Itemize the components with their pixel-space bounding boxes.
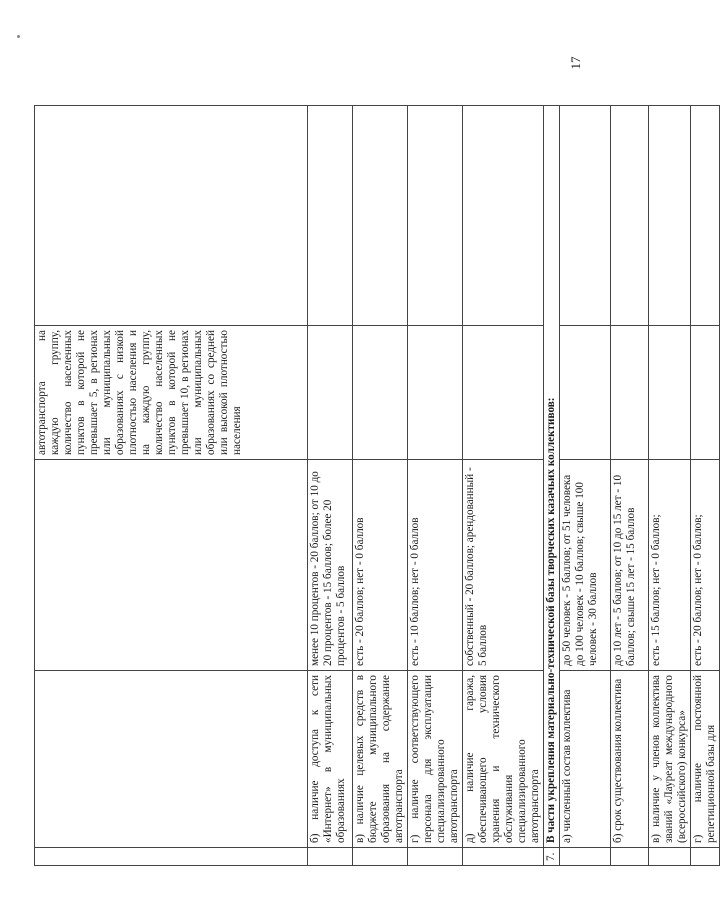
row-number-cell [691,848,720,866]
condition-cell [353,326,408,460]
score-cell: до 50 человек - 5 баллов; от 51 человека до 100 человек - 10 баллов; свыше 100 человек - 30 баллов [560,460,611,671]
table-row [691,106,720,866]
criterion-cell: б) наличие доступа к сети «Интернет» в муниципальных образованиях [308,671,353,848]
note-cell [691,106,720,326]
row-number-cell [353,848,408,866]
row-number-cell [463,848,544,866]
scan-artifact-dot [17,35,20,38]
score-cell: менее 10 процентов - 20 баллов; от 10 до 20 процентов - 15 баллов; более 20 процентов - 5 баллов [308,460,353,671]
condition-cell [611,326,649,460]
note-cell [560,106,611,326]
score-cell: есть - 10 баллов; нет - 0 баллов [408,460,463,671]
condition-cell [560,326,611,460]
criterion-cell: в) наличие целевых средств в бюджете муниципального образования на содержание автотранспорта [353,671,408,848]
condition-cell [691,326,720,460]
table-row [611,106,649,866]
criteria-table [34,105,720,866]
score-cell: есть - 20 баллов; нет - 0 баллов; [691,460,720,671]
table-row [35,106,308,866]
note-cell [353,106,408,326]
note-cell [308,106,353,326]
note-cell [611,106,649,326]
score-cell: собственный - 20 баллов; арендованный - 5 баллов [463,460,544,671]
row-number-cell [35,848,308,866]
table-row [463,106,544,866]
table-row [560,106,611,866]
criterion-cell: г) наличие постоянной репетиционной базы для [691,671,720,848]
row-number-cell [649,848,691,866]
table-row [353,106,408,866]
score-cell [35,460,308,671]
condition-cell [463,326,544,460]
row-number-cell [408,848,463,866]
note-cell [408,106,463,326]
section-heading: В части укрепления материально-технической базы творческих казачьих коллективов: [544,106,560,848]
criterion-cell: д) наличие гаража, обеспечивающего условия хранения и технического обслуживания специализированного автотранспорта [463,671,544,848]
criterion-cell: в) наличие у членов коллектива званий «Лауреат международного (всероссийского) конкурса» [649,671,691,848]
criterion-cell [35,671,308,848]
condition-cell [408,326,463,460]
condition-cell: автотранспорта на каждую группу, количество населенных пунктов в которой не превышает 5, в регионах или муниципальных образованиях с низкой плотностью населения и на каждую группу, количество населенных пунктов в которой не превышает 10, в регионах или муниципальных образованиях со средней или высокой плотностью населения [35,326,308,460]
criterion-cell: а) численный состав коллектива [560,671,611,848]
score-cell: есть - 15 баллов; нет - 0 баллов; [649,460,691,671]
table-row [408,106,463,866]
row-number-cell [308,848,353,866]
criterion-cell: г) наличие соответствующего персонала для эксплуатации специализированного автотранспорта [408,671,463,848]
criterion-cell: б) срок существования коллектива [611,671,649,848]
note-cell [649,106,691,326]
note-cell [463,106,544,326]
table-row [649,106,691,866]
condition-cell [649,326,691,460]
page-number: 17 [568,56,583,70]
score-cell: есть - 20 баллов; нет - 0 баллов [353,460,408,671]
row-number-cell [560,848,611,866]
row-number-cell [611,848,649,866]
score-cell: до 10 лет - 5 баллов; от 10 до 15 лет - 10 баллов; свыше 15 лет - 15 баллов [611,460,649,671]
rotated-table-container [34,106,717,866]
table-row [308,106,353,866]
note-cell [35,106,308,326]
section-number-cell: 7. [544,848,560,866]
section-row [544,106,560,866]
condition-cell [308,326,353,460]
